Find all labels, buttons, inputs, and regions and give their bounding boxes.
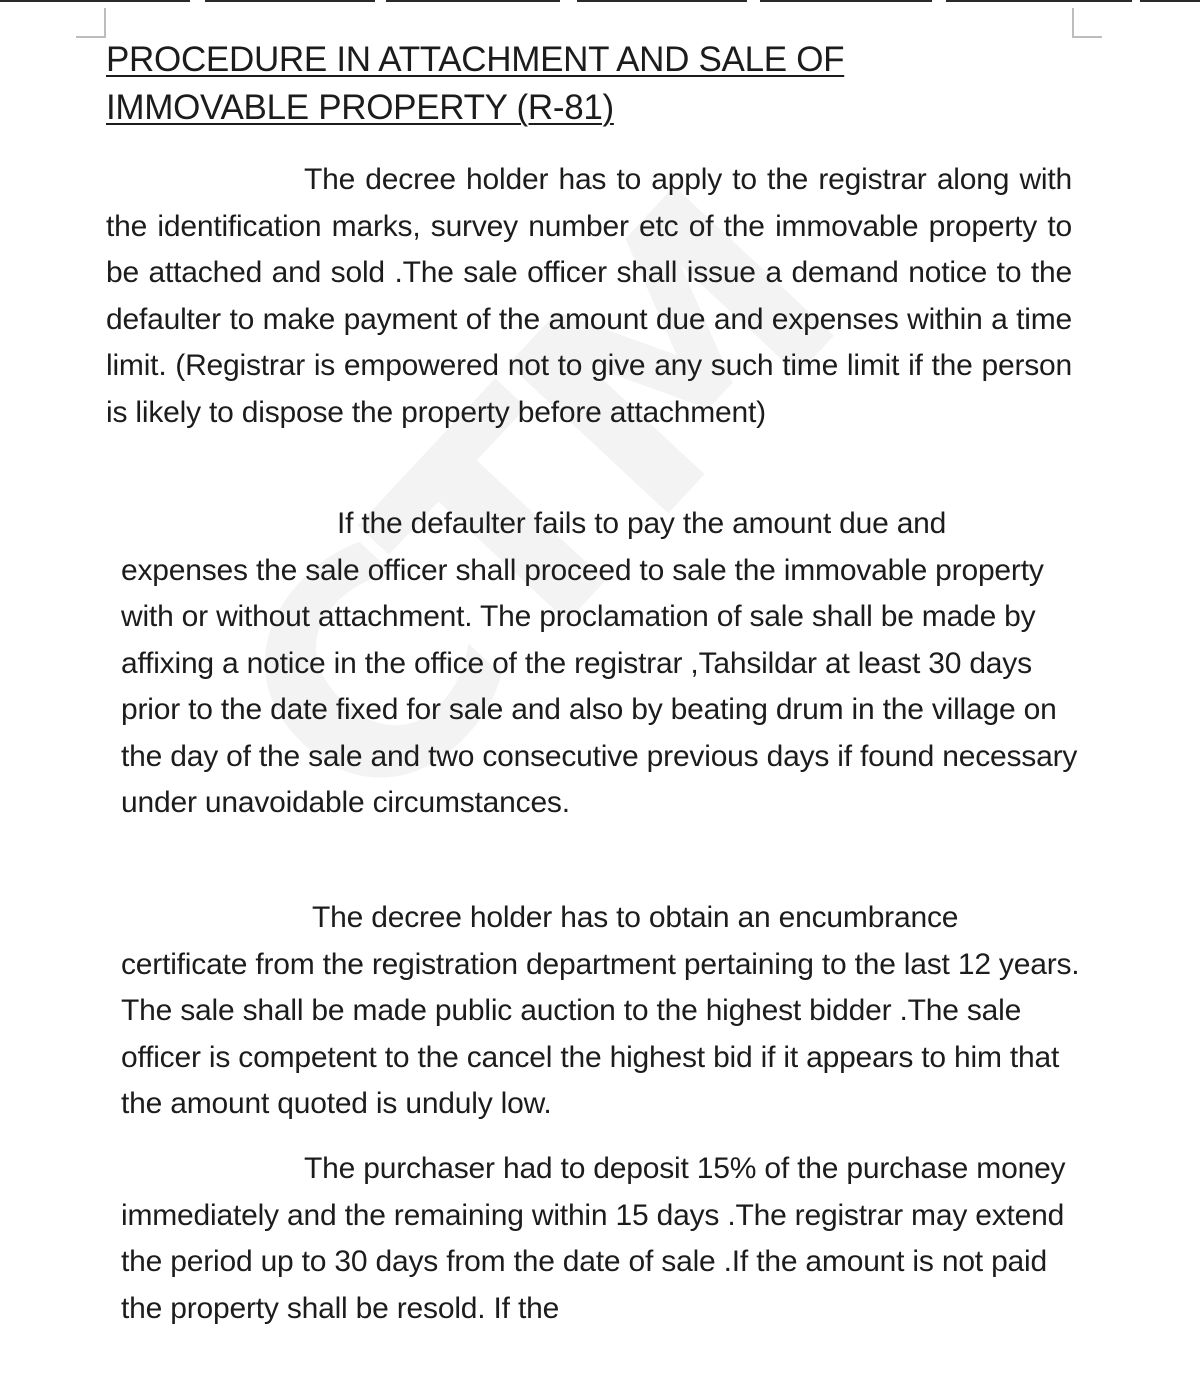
page-top-rule xyxy=(205,0,375,2)
paragraph-encumbrance: The decree holder has to obtain an encumbrance certificate from the registration department pertaining to the last 12 years. The sale shall be made public auction to the highest bidder .The sale officer is competent to the cancel the highest bid if it appears to him that the amount quoted is unduly low. xyxy=(121,901,1080,1120)
page-top-rule xyxy=(946,0,1132,2)
document-title-line-2: IMMOVABLE PROPERTY (R-81) xyxy=(106,88,614,127)
paragraph-proclamation: If the defaulter fails to pay the amount due and expenses the sale officer shall proceed to sale the immovable property with or without attachment. The proclamation of sale shall be made by affixing a notice in the office of the registrar ,Tahsildar at least 30 days prior to the date fixed for sale and also by beating drum in the village on the day of the sale and two consecutive previous days if found necessary under unavoidable circumstances. xyxy=(121,507,1078,819)
page-top-rule xyxy=(386,0,560,2)
document-title-line-1: PROCEDURE IN ATTACHMENT AND SALE OF xyxy=(106,40,845,79)
document-title xyxy=(106,36,844,132)
paragraph-deposit: The purchaser had to deposit 15% of the purchase money immediately and the remaining within 15 days .The registrar may extend the period up to 30 days from the date of sale .If the amount is not paid the property shall be resold. If the xyxy=(121,1152,1066,1325)
page-top-rule xyxy=(1140,0,1200,2)
page-top-rule xyxy=(760,0,932,2)
paragraph-application: The decree holder has to apply to the registrar along with the identification marks, survey number etc of the immovable property to be attached and sold .The sale officer shall issue a demand notice to the defaulter to make payment of the amount due and expenses within a time limit. (Registrar is empowered not to give any such time limit if the person is likely to dispose the property before attachment) xyxy=(106,163,1072,429)
page-top-rule xyxy=(577,0,747,2)
page-top-rule xyxy=(0,0,190,2)
margin-corner-mark-left xyxy=(76,8,106,38)
margin-corner-mark-right xyxy=(1072,8,1102,38)
